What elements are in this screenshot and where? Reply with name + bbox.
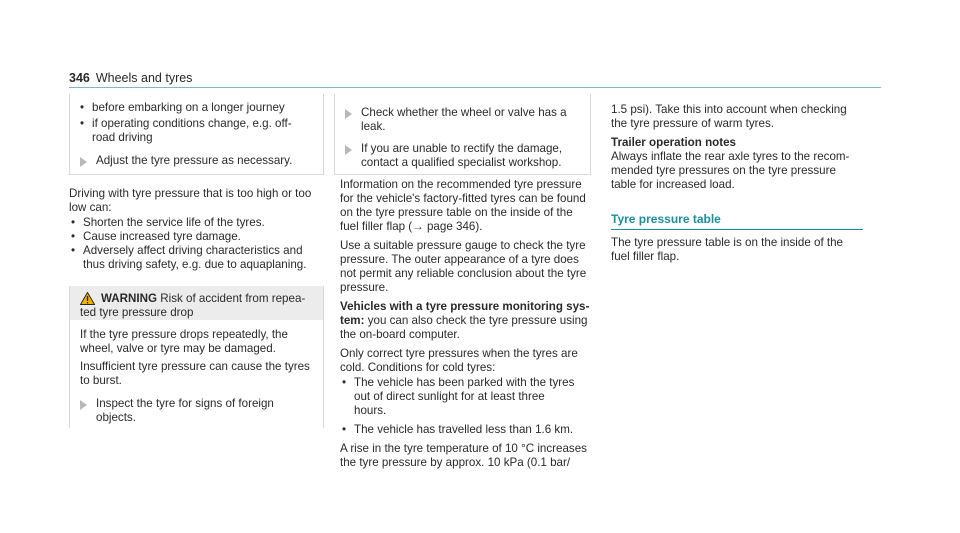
body-text: the tyre pressure by approx. 10 kPa (0.1 bar/ bbox=[340, 456, 571, 469]
body-text: cold. Conditions for cold tyres: bbox=[340, 361, 496, 374]
step-arrow-icon bbox=[80, 157, 87, 167]
checklist-box bbox=[69, 94, 324, 175]
list-item: • before embarking on a longer journey bbox=[78, 101, 313, 115]
intro-line: Driving with tyre pressure that is too high or too bbox=[69, 187, 312, 200]
step-arrow-icon bbox=[345, 109, 352, 119]
step-text: Adjust the tyre pressure as necessary. bbox=[96, 154, 293, 167]
warning-body bbox=[70, 320, 323, 388]
body-text: on the tyre pressure table on the inside of the bbox=[340, 206, 573, 219]
warning-text: to burst. bbox=[80, 374, 122, 387]
pressure-effects-section bbox=[69, 187, 329, 272]
warning-box bbox=[69, 286, 324, 428]
tyre-pressure-table-title: Tyre pressure table bbox=[611, 212, 721, 226]
list-item: • if operating conditions change, e.g. off-road driving bbox=[78, 117, 313, 145]
step-text: objects. bbox=[96, 411, 136, 424]
step-inspect-tyre bbox=[70, 397, 323, 425]
warning-title: ted tyre pressure drop bbox=[80, 306, 194, 319]
list-item: • Adversely affect driving characteristics and thus driving safety, e.g. due to aquaplaning. bbox=[69, 244, 323, 272]
body-text: the on-board computer. bbox=[340, 328, 460, 341]
body-text: you can also check the tyre pressure using bbox=[364, 314, 588, 327]
step-text: leak. bbox=[361, 120, 386, 133]
section-name: Wheels and tyres bbox=[95, 71, 193, 85]
monitoring-heading: tem: bbox=[340, 314, 365, 327]
step-text: contact a qualified specialist workshop. bbox=[361, 156, 562, 169]
list-item: • The vehicle has been parked with the tyres out of direct sunlight for at least three hours. bbox=[340, 376, 580, 418]
body-text: mended tyre pressures on the tyre pressure bbox=[611, 164, 836, 177]
pressure-info-section bbox=[340, 178, 602, 470]
monitoring-heading: Vehicles with a tyre pressure monitoring sys- bbox=[340, 300, 590, 313]
tyre-pressure-table-section bbox=[611, 236, 873, 264]
body-text: pressure. bbox=[340, 281, 389, 294]
page-reference[interactable]: fuel filler flap (→ page 346). bbox=[340, 220, 483, 233]
list-item: • Shorten the service life of the tyres. bbox=[69, 216, 329, 230]
body-text: the tyre pressure of warm tyres. bbox=[611, 117, 775, 130]
warning-title: Risk of accident from repea- bbox=[160, 292, 306, 305]
trailer-section bbox=[611, 103, 873, 192]
step-arrow-icon bbox=[80, 400, 87, 410]
step-text: Check whether the wheel or valve has a bbox=[361, 106, 567, 119]
body-text: not permit any reliable conclusion about the tyre bbox=[340, 267, 587, 280]
cold-conditions-list bbox=[340, 376, 580, 437]
step-text: Inspect the tyre for signs of foreign bbox=[96, 397, 274, 410]
body-text: Use a suitable pressure gauge to check the tyre bbox=[340, 239, 586, 252]
warning-header bbox=[70, 286, 323, 320]
warning-label: WARNING bbox=[101, 292, 158, 305]
list-item: • Cause increased tyre damage. bbox=[69, 230, 329, 244]
body-text: Always inflate the rear axle tyres to the recom- bbox=[611, 150, 850, 163]
body-text: Only correct tyre pressures when the tyres are bbox=[340, 347, 578, 360]
page-header bbox=[69, 71, 192, 85]
check-occasions-list bbox=[78, 101, 313, 145]
body-text: Information on the recommended tyre pressure bbox=[340, 178, 582, 191]
header-rule bbox=[69, 87, 881, 88]
body-text: table for increased load. bbox=[611, 178, 735, 191]
step-arrow-icon bbox=[345, 145, 352, 155]
section-rule bbox=[611, 229, 863, 230]
step-text: If you are unable to rectify the damage, bbox=[361, 142, 563, 155]
trailer-heading: Trailer operation notes bbox=[611, 136, 736, 149]
intro-line: low can: bbox=[69, 201, 112, 214]
body-text: fuel filler flap. bbox=[611, 250, 680, 263]
list-item: • The vehicle has travelled less than 1.6 km. bbox=[340, 423, 580, 437]
step-check-leak bbox=[335, 106, 567, 134]
body-text: A rise in the tyre temperature of 10 °C increases bbox=[340, 442, 587, 455]
warning-text: wheel, valve or tyre may be damaged. bbox=[80, 342, 276, 355]
body-text: The tyre pressure table is on the inside of the bbox=[611, 236, 844, 249]
body-text: for the vehicle's factory-fitted tyres can be found bbox=[340, 192, 586, 205]
step-contact-workshop bbox=[335, 142, 562, 170]
page-number: 346 bbox=[69, 71, 90, 85]
step-adjust-pressure bbox=[70, 154, 292, 168]
warning-triangle-icon bbox=[80, 292, 95, 305]
steps-box bbox=[334, 94, 591, 175]
body-text: 1.5 psi). Take this into account when checking bbox=[611, 103, 847, 116]
warning-text: If the tyre pressure drops repeatedly, the bbox=[80, 328, 288, 341]
body-text: pressure. The outer appearance of a tyre does bbox=[340, 253, 579, 266]
effects-list bbox=[69, 216, 329, 272]
warning-text: Insufficient tyre pressure can cause the tyres bbox=[80, 360, 310, 373]
